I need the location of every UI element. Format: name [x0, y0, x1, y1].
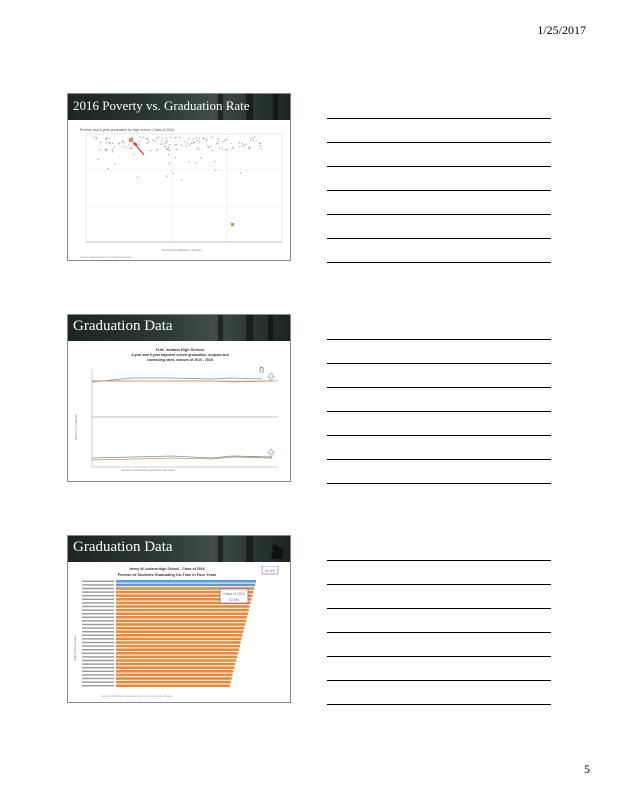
school-bar — [116, 638, 242, 641]
scatter-chart — [72, 124, 286, 257]
scatter-point — [168, 148, 169, 149]
scatter-point — [148, 141, 149, 142]
school-label-placeholder — [82, 581, 114, 582]
scatter-point — [217, 141, 218, 142]
scatter-point — [167, 175, 168, 176]
school-bar — [116, 634, 243, 637]
scatter-point — [124, 142, 125, 143]
scatter-point — [95, 139, 96, 140]
scatter-point — [189, 145, 190, 146]
school-label-placeholder — [82, 606, 114, 607]
scatter-point — [240, 172, 241, 173]
scatter-point — [260, 148, 261, 149]
scatter-point — [168, 154, 169, 155]
wolf-logo-icon — [268, 538, 286, 560]
scatter-point — [147, 142, 148, 143]
scatter-point — [147, 138, 148, 139]
scatter-point — [179, 137, 180, 138]
scatter-point — [126, 147, 127, 148]
rate-badge-text: 92.8% — [265, 569, 275, 573]
slide-title: Graduation Data — [73, 318, 173, 334]
notes-lines-2 — [327, 339, 551, 507]
scatter-point — [110, 143, 111, 144]
school-label-placeholder — [82, 588, 114, 589]
scatter-point — [115, 164, 116, 165]
school-label-placeholder — [82, 678, 114, 679]
scatter-point — [200, 157, 201, 158]
school-bar — [116, 623, 245, 626]
school-label-placeholder — [82, 645, 114, 646]
scatter-point — [140, 136, 141, 137]
scatter-point — [96, 137, 97, 138]
slide-title: 2016 Poverty vs. Graduation Rate — [73, 98, 250, 113]
scatter-point — [245, 144, 246, 145]
scatter-point — [106, 142, 107, 143]
school-bar — [116, 580, 256, 583]
scatter-point — [181, 179, 182, 180]
scatter-point — [208, 147, 209, 148]
notes-lines-3 — [327, 560, 551, 728]
scatter-point — [94, 137, 95, 138]
scatter-point — [143, 137, 144, 138]
scatter-point — [105, 138, 106, 139]
school-bar — [116, 674, 233, 677]
scatter-point — [253, 140, 254, 141]
scatter-point — [255, 140, 256, 141]
scatter-point — [169, 150, 170, 151]
scatter-points — [94, 136, 262, 180]
svg-text:Percent of students in poverty: Percent of students in poverty — [162, 248, 202, 252]
school-label-placeholder — [82, 627, 114, 628]
chart-title-line-2: 4-year and 5-year adjusted cohort graduation, dropout and — [131, 353, 229, 357]
scatter-point — [252, 138, 253, 139]
school-bar — [116, 677, 232, 680]
scatter-point — [112, 143, 113, 144]
scatter-point — [222, 148, 223, 149]
scatter-point — [223, 141, 224, 142]
scatter-point — [210, 146, 211, 147]
highlight-school-marker — [129, 138, 133, 142]
callout-value: 92.8% — [229, 598, 239, 602]
scatter-point — [133, 154, 134, 155]
scatter-point — [112, 149, 113, 150]
scatter-point — [184, 141, 185, 142]
school-label-placeholder — [82, 595, 114, 596]
scatter-point — [109, 142, 110, 143]
scatter-point — [137, 177, 138, 178]
scatter-point — [98, 159, 99, 160]
scatter-point — [100, 149, 101, 150]
scatter-point — [188, 138, 189, 139]
school-bar — [116, 666, 234, 669]
school-label-placeholder — [82, 609, 114, 610]
school-label-placeholder — [82, 667, 114, 668]
scatter-point — [156, 138, 157, 139]
notes-lines-1 — [327, 118, 551, 286]
school-label-placeholder — [82, 681, 114, 682]
scatter-point — [239, 142, 240, 143]
school-label-placeholder — [82, 638, 114, 639]
scatter-point — [260, 143, 261, 144]
school-label-placeholder — [82, 599, 114, 600]
scatter-point — [160, 143, 161, 144]
school-bar — [116, 681, 231, 684]
scatter-point — [254, 136, 255, 137]
school-bar — [116, 620, 246, 623]
school-label-placeholder — [82, 642, 114, 643]
scatter-point — [218, 138, 219, 139]
scatter-point — [242, 143, 243, 144]
slide-title: Graduation Data — [73, 539, 173, 555]
scatter-point — [176, 144, 177, 145]
scatter-point — [206, 139, 207, 140]
scatter-point — [239, 146, 240, 147]
scatter-point — [193, 138, 194, 139]
school-bar — [116, 663, 235, 666]
scatter-point — [216, 143, 217, 144]
scatter-point — [132, 136, 133, 137]
scatter-point — [249, 146, 250, 147]
school-bar — [116, 609, 249, 612]
school-bar — [116, 670, 234, 673]
school-label-placeholder — [82, 631, 114, 632]
scatter-point — [130, 147, 131, 148]
scatter-point — [138, 145, 139, 146]
school-bar — [116, 605, 250, 608]
scatter-point — [175, 157, 176, 158]
school-label-placeholder — [82, 591, 114, 592]
scatter-point — [100, 142, 101, 143]
scatter-point — [225, 149, 226, 150]
scatter-point — [114, 146, 115, 147]
school-label-placeholder — [82, 620, 114, 621]
svg-text:High school names: High school names — [73, 635, 77, 661]
scatter-point — [250, 140, 251, 141]
slide-thumbnail-3 — [67, 535, 291, 703]
scatter-point — [173, 172, 174, 173]
scatter-point — [197, 140, 198, 141]
chart-title-line-1: N.W. Indiana High School — [155, 347, 205, 352]
scatter-point — [224, 140, 225, 141]
scatter-point — [128, 145, 129, 146]
scatter-point — [198, 149, 199, 150]
chart-title: Poverty and 4-year graduation by high school, Class of 2016 — [80, 128, 174, 132]
school-label-placeholder — [82, 584, 114, 585]
svg-text:Percent of students: Percent of students — [74, 414, 78, 440]
scatter-point — [139, 141, 140, 142]
scatter-point — [166, 137, 167, 138]
scatter-point — [219, 147, 220, 148]
school-label-placeholder — [82, 624, 114, 625]
graduation-bar-chart — [72, 566, 286, 699]
scatter-point — [158, 137, 159, 138]
school-bar — [116, 659, 236, 662]
scatter-point — [168, 147, 169, 148]
school-bar — [116, 645, 240, 648]
scatter-point — [123, 146, 124, 147]
scatter-point — [215, 170, 216, 171]
scatter-point — [161, 138, 162, 139]
scatter-point — [169, 144, 170, 145]
scatter-point — [207, 145, 208, 146]
scatter-point — [133, 144, 134, 145]
scatter-point — [162, 143, 163, 144]
scatter-point — [202, 138, 203, 139]
scatter-point — [157, 149, 158, 150]
scatter-point — [196, 162, 197, 163]
school-label-placeholder — [82, 656, 114, 657]
scatter-point — [215, 161, 216, 162]
svg-text:Percent of students by 4-year: Percent of students by 4-year and 5-year cohort — [122, 469, 175, 472]
school-label-placeholder — [82, 649, 114, 650]
school-label-placeholder — [82, 674, 114, 675]
scatter-point — [243, 146, 244, 147]
school-bar — [116, 616, 247, 619]
scatter-point — [154, 141, 155, 142]
scatter-point — [161, 140, 162, 141]
scatter-point — [166, 140, 167, 141]
scatter-point — [150, 150, 151, 151]
scatter-point — [181, 145, 182, 146]
scatter-point — [232, 147, 233, 148]
page-number: 5 — [584, 762, 590, 776]
scatter-point — [176, 149, 177, 150]
school-label-placeholder — [82, 671, 114, 672]
page-date: 1/25/2017 — [537, 23, 586, 37]
school-label-placeholder — [82, 660, 114, 661]
chart-title-line-3: continuing rates, classes of 2010 - 2016 — [147, 358, 213, 362]
scatter-point — [112, 151, 113, 152]
scatter-point — [107, 168, 108, 169]
chart-title-line-1: Henry W. Indiana High School - Class of 2016 — [129, 567, 205, 571]
slide-thumbnail-1 — [67, 93, 291, 261]
graduation-line-chart — [72, 345, 286, 478]
scatter-point — [169, 136, 170, 137]
scatter-point — [248, 147, 249, 148]
scatter-point — [108, 138, 109, 139]
scatter-point — [168, 163, 169, 164]
school-label-placeholder — [82, 613, 114, 614]
school-bar — [116, 656, 237, 659]
svg-text:Source: IDOE data. Graduation: Source: IDOE data. Graduation rate for schools in Lake County — [102, 695, 172, 698]
scatter-point — [260, 146, 261, 147]
scatter-point — [193, 142, 194, 143]
scatter-point — [118, 143, 119, 144]
school-bar — [116, 648, 239, 651]
school-bar — [116, 630, 243, 633]
scatter-point — [131, 146, 132, 147]
scatter-point — [174, 137, 175, 138]
school-label-placeholder — [82, 602, 114, 603]
school-label-placeholder — [82, 685, 114, 686]
scatter-point — [106, 150, 107, 151]
scatter-point — [233, 148, 234, 149]
school-label-placeholder — [82, 635, 114, 636]
scatter-point — [166, 142, 167, 143]
school-label-placeholder — [82, 617, 114, 618]
scatter-point — [212, 150, 213, 151]
school-bar — [116, 584, 255, 587]
scatter-point — [152, 139, 153, 140]
scatter-point — [186, 145, 187, 146]
scatter-point — [197, 147, 198, 148]
slide-thumbnail-2 — [67, 314, 291, 482]
school-bar — [116, 627, 244, 630]
scatter-point — [249, 148, 250, 149]
scatter-point — [191, 143, 192, 144]
scatter-point — [206, 140, 207, 141]
school-bar — [116, 684, 230, 687]
scatter-point — [199, 138, 200, 139]
callout-label: Class of 2016 — [223, 592, 245, 596]
scatter-point — [165, 143, 166, 144]
school-bar — [116, 641, 241, 644]
scatter-point — [199, 142, 200, 143]
scatter-point — [122, 140, 123, 141]
scatter-point — [243, 144, 244, 145]
svg-text:Source: Indiana Department of: Source: Indiana Department of Education data — [80, 256, 132, 259]
school-label-placeholder — [82, 653, 114, 654]
scatter-point — [164, 146, 165, 147]
school-bar — [116, 612, 248, 615]
scatter-point — [217, 143, 218, 144]
school-label-placeholder — [82, 663, 114, 664]
scatter-point — [146, 139, 147, 140]
scatter-point — [226, 139, 227, 140]
scatter-point — [212, 137, 213, 138]
scatter-point — [187, 143, 188, 144]
school-bar — [116, 652, 238, 655]
scatter-point — [188, 162, 189, 163]
scatter-point — [196, 137, 197, 138]
chart-title-line-2: Percent of Students Graduating On-Time in Four Years — [117, 573, 217, 577]
scatter-point — [230, 143, 231, 144]
